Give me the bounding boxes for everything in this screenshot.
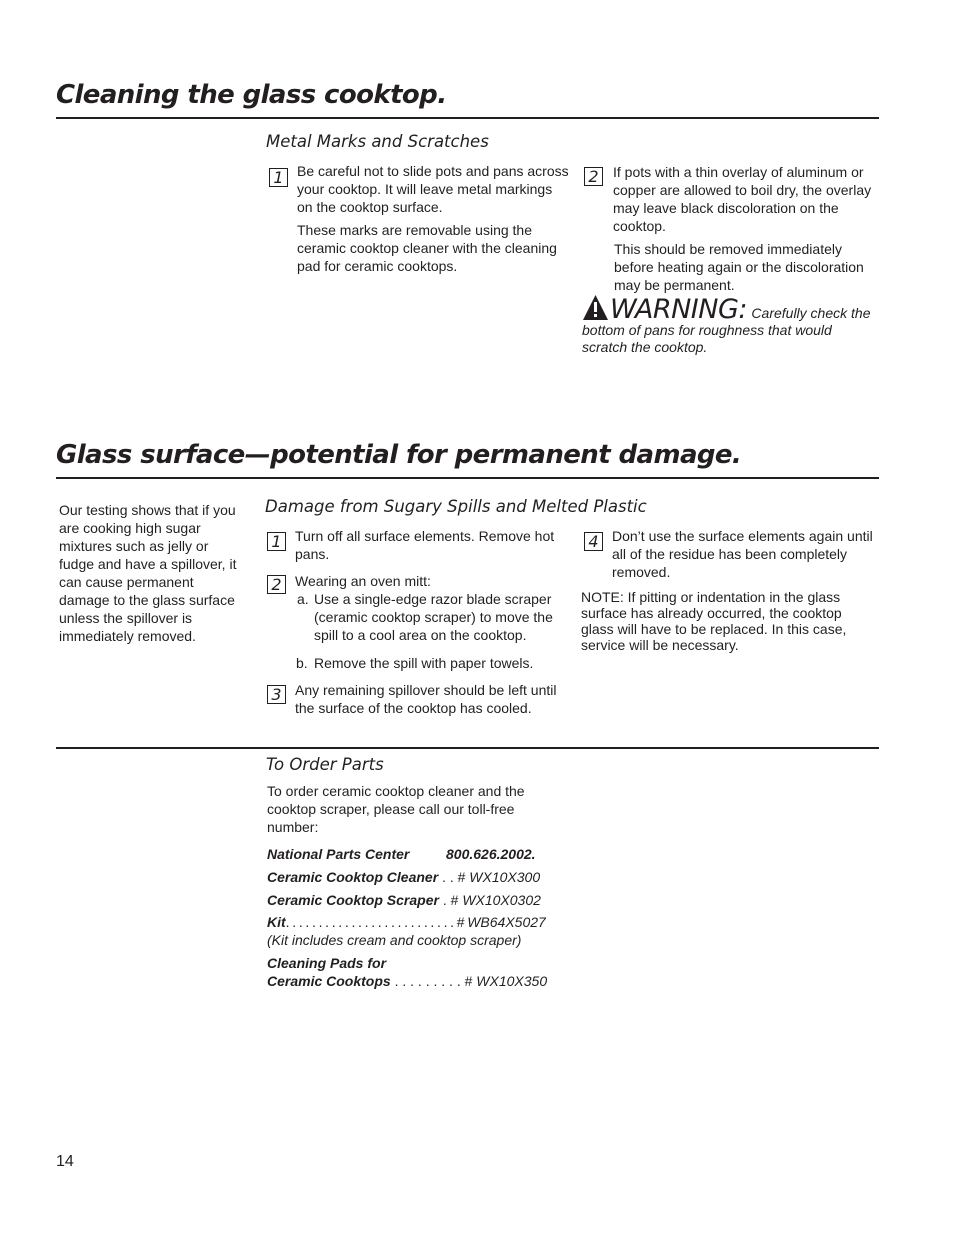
part-row	[267, 868, 540, 886]
subheading-order-parts: To Order Parts	[266, 755, 384, 774]
section-title-cleaning: Cleaning the glass cooktop.	[56, 80, 447, 110]
subheading-sugary-spills: Damage from Sugary Spills and Melted Plastic	[265, 497, 647, 516]
part-number: WB64X5027	[467, 914, 546, 930]
step-1-paragraph-2: These marks are removable using the ceramic cooktop cleaner with the cleaning pad for ceramic cooktops.	[297, 222, 557, 274]
kit-note: (Kit includes cream and cooktop scraper)	[267, 932, 522, 948]
spill-step-2a-text: Use a single-edge razor blade scraper (ceramic cooktop scraper) to move the spill to a cool area on the cooktop.	[314, 591, 553, 643]
pads-label-line-1: Cleaning Pads for	[267, 955, 387, 971]
part-row	[267, 913, 546, 931]
step-1-text	[297, 162, 569, 275]
part-number: WX10X300	[469, 869, 541, 885]
spill-step-4-text: Don’t use the surface elements again until all of the residue has been completely removed.	[612, 528, 873, 580]
step-number-2: 2	[584, 167, 603, 186]
parts-center-phone: 800.626.2002.	[446, 846, 536, 862]
part-name: Kit	[267, 914, 286, 930]
spill-step-1-text: Turn off all surface elements. Remove hot pans.	[295, 528, 555, 562]
section-divider	[56, 117, 879, 119]
page-number: 14	[56, 1153, 74, 1170]
step-2-text	[613, 163, 878, 294]
section-divider	[56, 747, 879, 749]
step-number-4: 4	[584, 532, 603, 551]
parts-center-row	[267, 845, 409, 863]
section-title-glass-surface: Glass surface—potential for permanent damage.	[56, 440, 742, 470]
part-number: WX10X350	[476, 973, 548, 989]
note-text: NOTE: If pitting or indentation in the glass surface has already occurred, the cooktop glass will have to be replaced. In this case, service will be necessary.	[581, 589, 847, 653]
part-name: Ceramic Cooktop Cleaner	[267, 869, 439, 885]
part-name: Ceramic Cooktop Scraper	[267, 892, 439, 908]
part-row	[267, 891, 541, 909]
part-number: WX10X0302	[462, 892, 541, 908]
part-leader: . #	[438, 892, 463, 908]
spill-step-2a-label: a.	[297, 591, 309, 607]
spill-step-2b-label: b.	[296, 655, 308, 671]
step-number-2: 2	[267, 575, 286, 594]
section-divider	[56, 477, 879, 479]
step-1-paragraph-1: Be careful not to slide pots and pans across your cooktop. It will leave metal markings on the cooktop surface.	[297, 163, 569, 215]
part-row	[267, 972, 547, 990]
warning-block	[582, 294, 878, 356]
sugar-intro-text: Our testing shows that if you are cooking high sugar mixtures such as jelly or fudge and have a spillover, it can cause permanent damage to the glass surface unless the spillover is immediately removed.	[59, 502, 237, 644]
order-parts-intro: To order ceramic cooktop cleaner and the cooktop scraper, please call our toll-free number:	[267, 783, 525, 835]
step-number-3: 3	[267, 685, 286, 704]
warning-text: Carefully check the bottom of pans for roughness that would scratch the cooktop.	[582, 305, 871, 355]
spill-step-2-text: Wearing an oven mitt:	[295, 573, 431, 589]
subheading-metal-marks: Metal Marks and Scratches	[266, 132, 489, 151]
spill-step-2b-text: Remove the spill with paper towels.	[314, 655, 534, 671]
step-2-paragraph-1: If pots with a thin overlay of aluminum or copper are allowed to boil dry, the overlay may leave black discoloration on the cooktop.	[613, 164, 872, 234]
step-number-1: 1	[267, 532, 286, 551]
part-leader: . . #	[438, 869, 470, 885]
step-number-1: 1	[269, 168, 288, 187]
part-leader: . . . . . . . . . . . . . . . . . . . . . . . . . . #	[285, 914, 468, 930]
warning-triangle-icon	[582, 294, 609, 321]
step-2-paragraph-2: This should be removed immediately before heating again or the discoloration may be permanent.	[614, 241, 864, 293]
warning-label: WARNING:	[610, 294, 747, 325]
parts-center-label: National Parts Center	[267, 846, 410, 862]
part-name: Ceramic Cooktops	[267, 973, 391, 989]
spill-step-3-text: Any remaining spillover should be left until the surface of the cooktop has cooled.	[295, 682, 557, 716]
part-leader: . . . . . . . . . #	[390, 973, 477, 989]
